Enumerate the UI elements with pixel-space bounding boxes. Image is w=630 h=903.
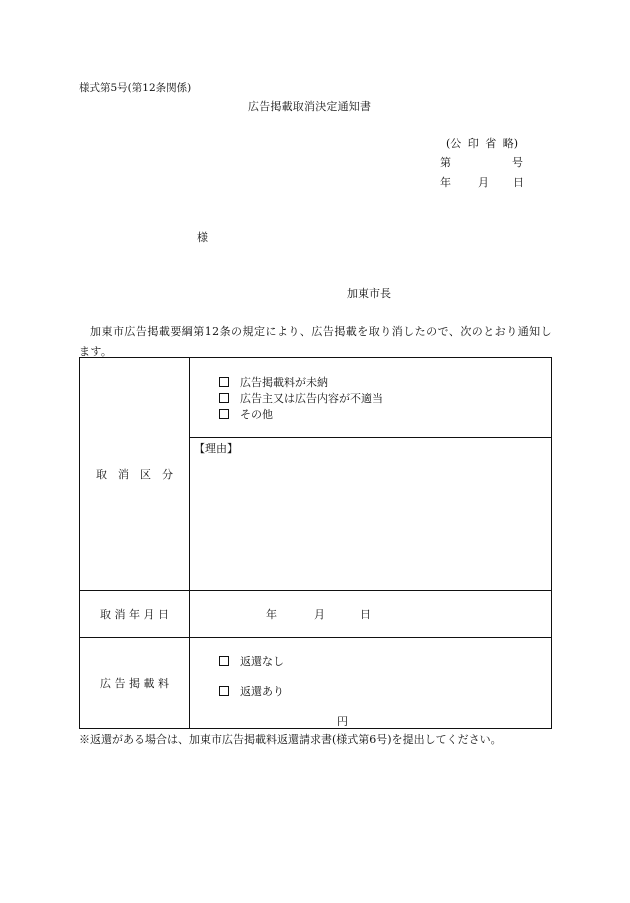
checkbox-icon[interactable] [219, 393, 229, 403]
option-inappropriate[interactable]: 広告主又は広告内容が不適当 [219, 393, 383, 404]
addressee-honorific: 様 [197, 231, 208, 244]
document-title: 広告掲載取消決定通知書 [248, 100, 372, 113]
form-number: 様式第5号(第12条関係) [79, 82, 192, 94]
notice-body: 加東市広告掲載要綱第12条の規定により、広告掲載を取り消したので、次のとおり通知します。 [79, 325, 552, 358]
seal-omitted-note: (公 印 省 略) [446, 137, 519, 150]
issue-date-year: 年 [440, 176, 451, 189]
document-number-suffix: 号 [512, 156, 523, 169]
refund-amount-yen: 円 [337, 715, 348, 728]
cancel-date-day: 日 [360, 608, 371, 621]
table-bottom-border [79, 728, 552, 729]
issuer-name: 加東市長 [347, 287, 391, 300]
cancel-date-label: 取 消 年 月 日 [100, 607, 169, 621]
refund-note: ※返還がある場合は、加東市広告掲載料返還請求書(様式第6号)を提出してください。 [79, 733, 502, 746]
option-refund[interactable]: 返還あり [219, 686, 284, 697]
checkbox-icon[interactable] [219, 377, 229, 387]
cancel-date-month: 月 [314, 608, 325, 621]
checkbox-icon[interactable] [219, 656, 229, 666]
cancel-date-year: 年 [266, 608, 277, 621]
reason-divider [190, 437, 552, 438]
option-no-refund[interactable]: 返還なし [219, 656, 284, 667]
checkbox-icon[interactable] [219, 686, 229, 696]
issue-date-day: 日 [513, 176, 524, 189]
cancel-category-label: 取 消 区 分 [96, 467, 173, 481]
issue-date-month: 月 [478, 176, 489, 189]
table-right-border [551, 357, 552, 728]
checkbox-icon[interactable] [219, 409, 229, 419]
reason-label: 【理由】 [194, 442, 238, 455]
option-unpaid[interactable]: 広告掲載料が未納 [219, 377, 328, 388]
option-other[interactable]: その他 [219, 409, 273, 420]
ad-fee-label: 広 告 掲 載 料 [100, 676, 169, 690]
document-number-prefix: 第 [440, 156, 451, 169]
